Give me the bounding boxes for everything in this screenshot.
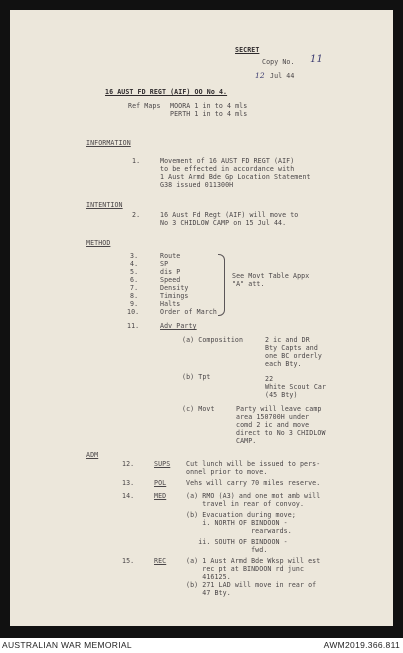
date-day: 12 [255, 71, 265, 80]
method-item-number: 3. [130, 252, 139, 260]
adm-item-number: 14. [122, 492, 135, 500]
para-number: 11. [127, 322, 140, 330]
order-title: 16 AUST FD REGT (AIF) OO No 4. [105, 88, 228, 96]
movt-line: Party will leave camp [236, 405, 322, 413]
adm-item-line: rearwards. [186, 527, 292, 535]
adm-item-line: 47 Bty. [186, 589, 231, 597]
composition-line: each Bty. [265, 360, 302, 368]
adm-item-label: REC [154, 557, 167, 565]
adm-item-number: 12. [122, 460, 135, 468]
information-heading: INFORMATION [86, 139, 131, 147]
adm-item-line: Cut lunch will be issued to pers- [186, 460, 321, 468]
movt-line: comd 2 ic and move [236, 421, 310, 429]
method-item-number: 10. [127, 308, 140, 316]
copy-label: Copy No. [262, 58, 295, 66]
adm-item-line: fwd. [186, 546, 268, 554]
method-item-number: 6. [130, 276, 139, 284]
adm-item-line: (a) RMO (A3) and one mot amb will [186, 492, 321, 500]
method-item-label: Speed [160, 276, 181, 284]
method-item-number: 8. [130, 292, 139, 300]
adm-item-label: POL [154, 479, 167, 487]
movt-label: (c) Movt [182, 405, 215, 413]
tpt-line: White Scout Car [265, 383, 327, 391]
method-item-label: Order of March [160, 308, 217, 316]
adm-item-line: rec pt at BINDOON rd junc [186, 565, 305, 573]
method-heading: METHOD [86, 239, 111, 247]
ref-maps-label: Ref Maps [128, 102, 161, 110]
method-item-label: Timings [160, 292, 189, 300]
ref-map-moora: MOORA 1 in to 4 mls [170, 102, 248, 110]
method-item-label: SP [160, 260, 169, 268]
adm-item-line: (a) 1 Aust Armd Bde Wksp will est [186, 557, 321, 565]
movt-line: CAMP. [236, 437, 257, 445]
adm-item-number: 15. [122, 557, 135, 565]
security-classification: SECRET [235, 46, 260, 54]
tpt-line: (45 Bty) [265, 391, 298, 399]
composition-line: one BC orderly [265, 352, 322, 360]
movt-line: direct to No 3 CHIDLOW [236, 429, 326, 437]
intention-heading: INTENTION [86, 201, 123, 209]
adm-item-number: 13. [122, 479, 135, 487]
method-item-label: Density [160, 284, 189, 292]
information-line: Movement of 16 AUST FD REGT (AIF) [160, 157, 295, 165]
para-number: 1. [132, 157, 141, 165]
adm-item-line: (b) Evacuation during move; [186, 511, 296, 519]
method-item-number: 5. [130, 268, 139, 276]
adm-item-line: travel in rear of convoy. [186, 500, 305, 508]
information-line: 1 Aust Armd Bde Gp Location Statement [160, 173, 311, 181]
copy-number: 11 [310, 54, 323, 65]
information-line: to be effected in accordance with [160, 165, 295, 173]
adm-item-line: Vehs will carry 70 miles reserve. [186, 479, 321, 487]
method-item-number: 7. [130, 284, 139, 292]
adm-heading: ADM [86, 451, 99, 459]
intention-line: No 3 CHIDLOW CAMP on 15 Jul 44. [160, 219, 287, 227]
method-item-label: Halts [160, 300, 181, 308]
adm-item-label: SUPS [154, 460, 171, 468]
method-brace [218, 254, 225, 316]
see-movt-table-note: "A" att. [232, 280, 265, 288]
adv-party-heading: Adv Party [160, 322, 197, 330]
adm-item-line: (b) 271 LAD will move in rear of [186, 581, 317, 589]
archive-reference: AWM2019.366.811 [323, 640, 400, 650]
adm-item-line: onnel prior to move. [186, 468, 268, 476]
document-page [10, 10, 393, 626]
composition-label: (a) Composition [182, 336, 244, 344]
adm-item-line: 416125. [186, 573, 231, 581]
date: Jul 44 [270, 72, 295, 80]
composition-line: Bty Capts and [265, 344, 318, 352]
method-item-number: 9. [130, 300, 139, 308]
adm-item-line: ii. SOUTH OF BINDOON - [186, 538, 288, 546]
archive-credit: AUSTRALIAN WAR MEMORIAL [2, 640, 132, 650]
para-number: 2. [132, 211, 141, 219]
adm-item-line: i. NORTH OF BINDOON - [186, 519, 288, 527]
adm-item-label: MED [154, 492, 167, 500]
method-item-label: Route [160, 252, 181, 260]
composition-line: 2 ic and DR [265, 336, 310, 344]
method-item-label: dis P [160, 268, 181, 276]
method-item-number: 4. [130, 260, 139, 268]
tpt-line: 22 [265, 375, 274, 383]
intention-line: 16 Aust Fd Regt (AIF) will move to [160, 211, 299, 219]
ref-map-perth: PERTH 1 in to 4 mls [170, 110, 248, 118]
tpt-label: (b) Tpt [182, 373, 211, 381]
information-line: G38 issued 011300H [160, 181, 234, 189]
see-movt-table-note: See Movt Table Appx [232, 272, 310, 280]
movt-line: area 150700H under [236, 413, 310, 421]
